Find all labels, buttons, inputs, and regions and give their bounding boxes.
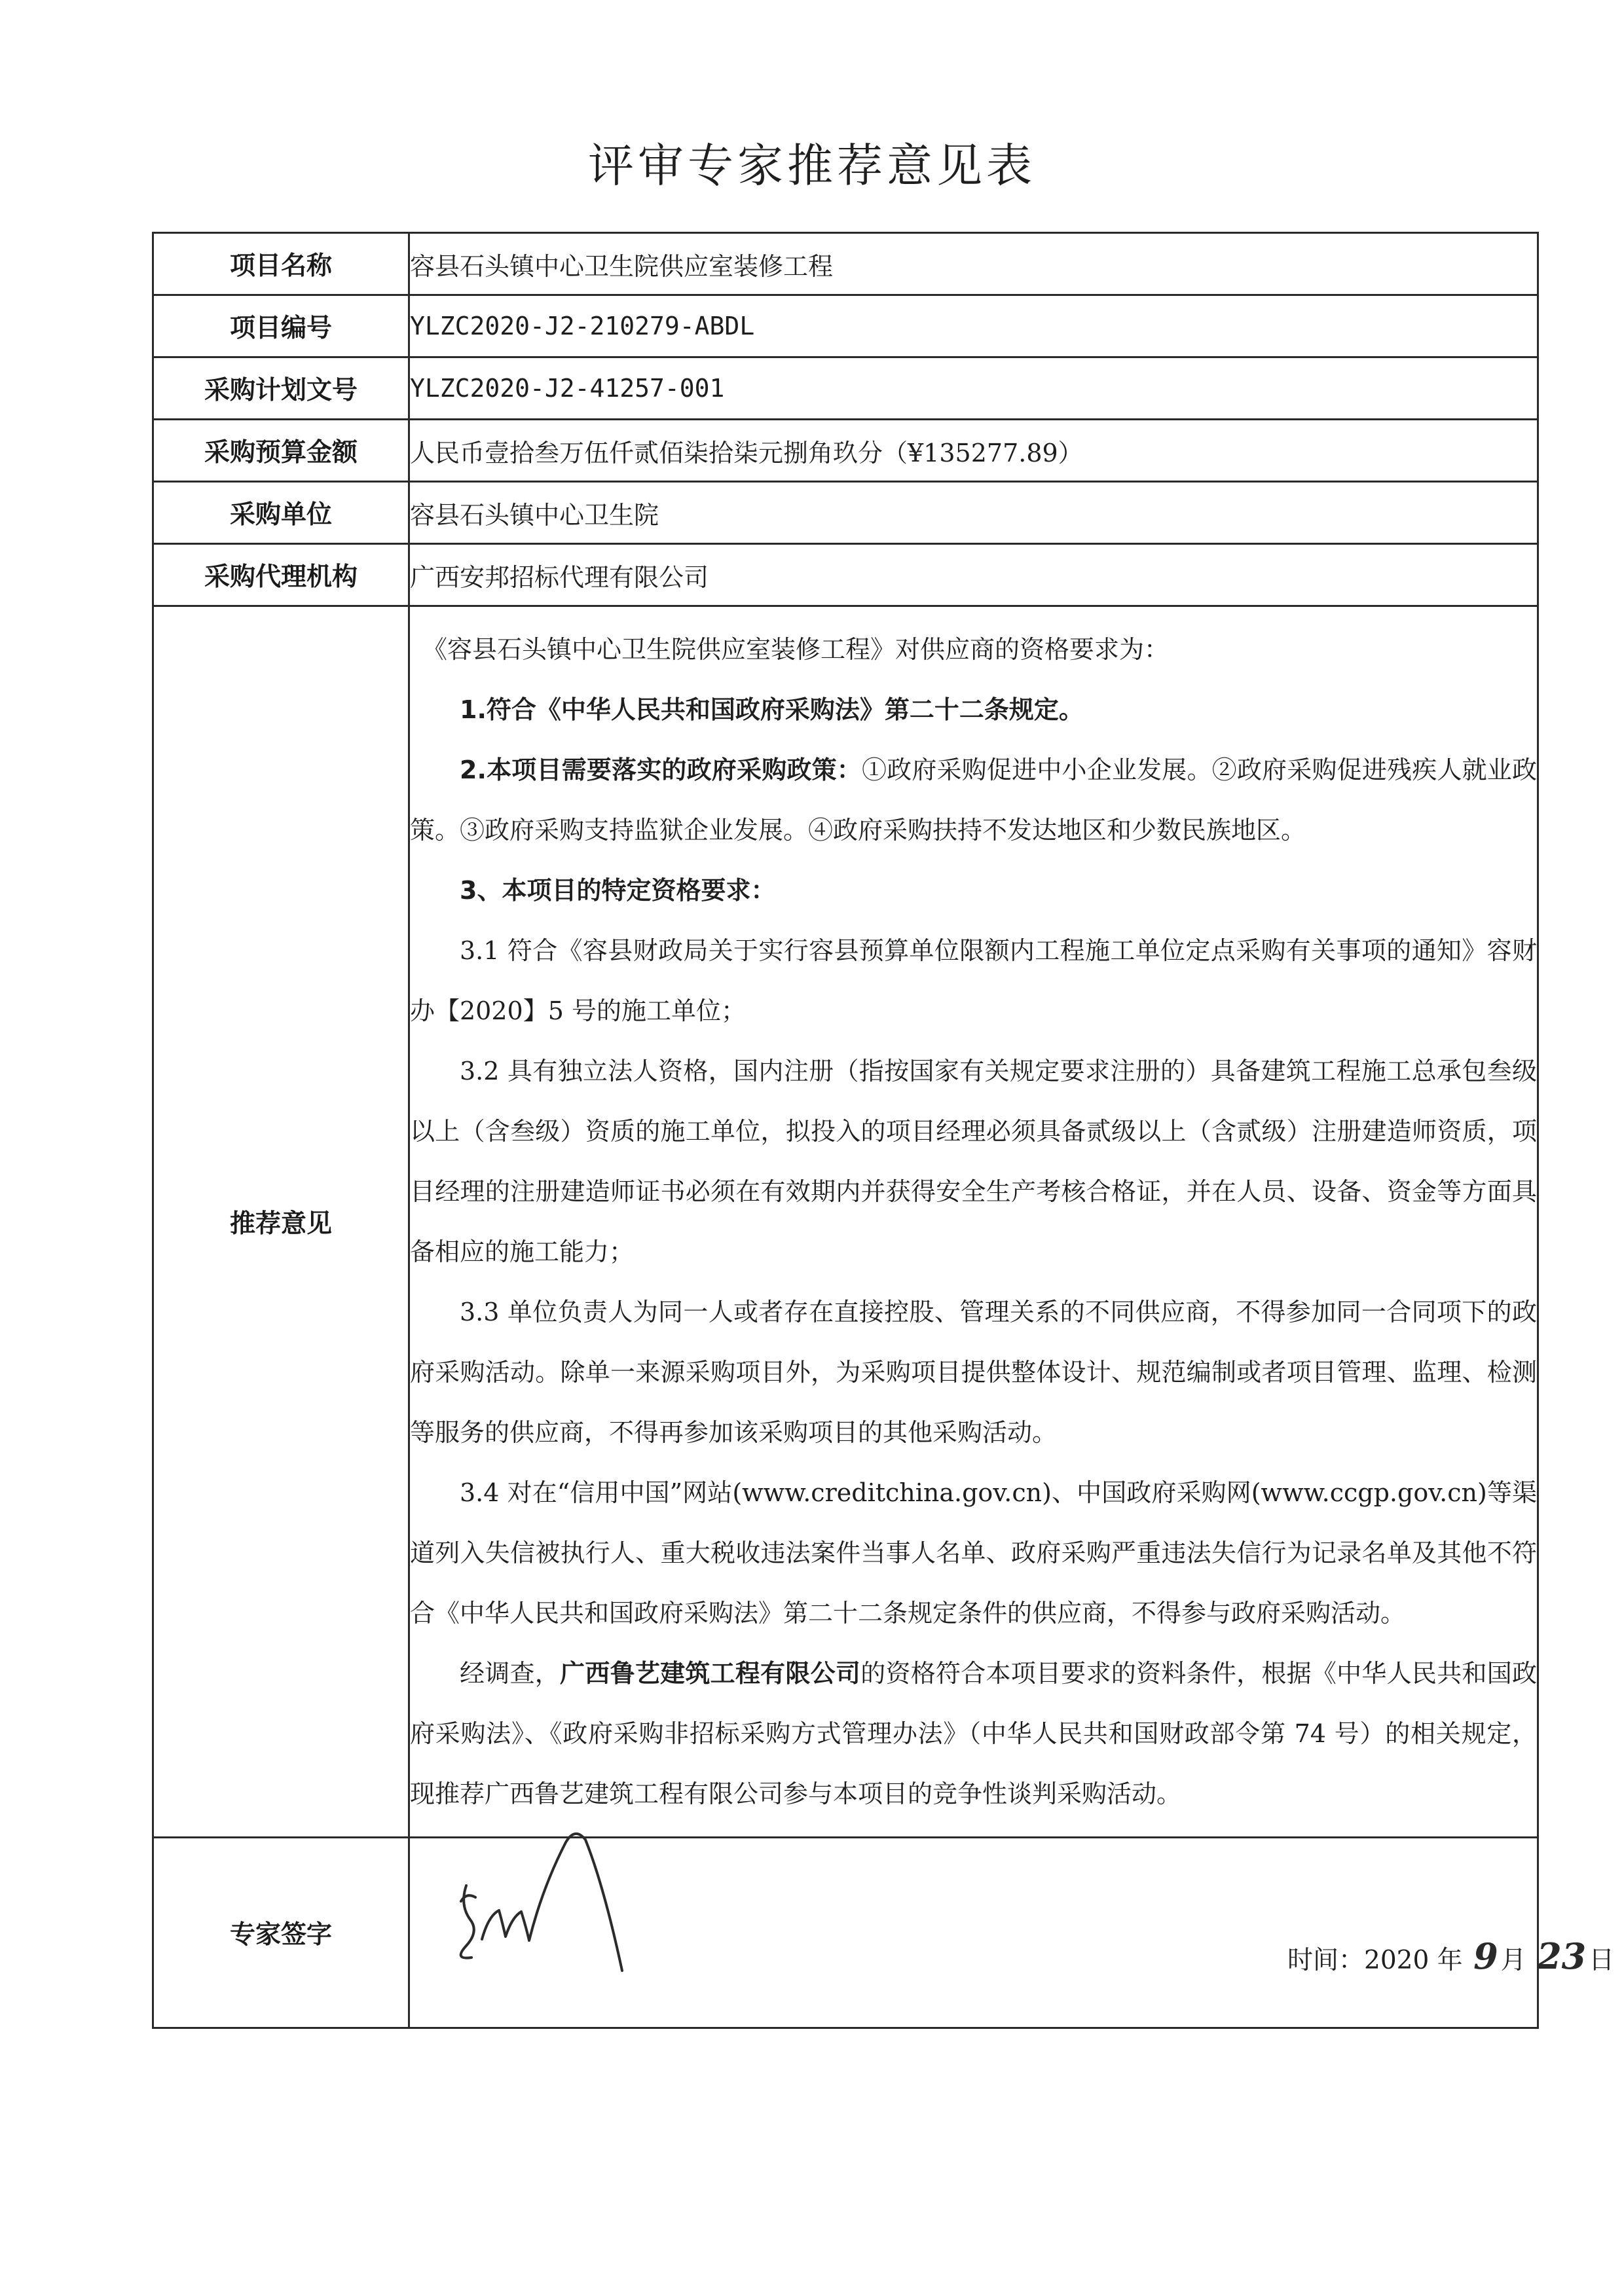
row-recommendation xyxy=(153,606,1538,1838)
date-prefix: 时间：2020 年 xyxy=(1287,1946,1463,1975)
rec-conclusion-b: 的资格符合本项目要求的资料条件，根据《中华人民共和国政府采购法》、《政府采购非招标采购方式管理办法》（中华人民共和国财政部令第 74 号）的相关规定，现推荐广西鲁艺建筑工程有限公司参与本项目的竞争性谈判采购活动。 xyxy=(410,1659,1537,1808)
row-project-name xyxy=(153,233,1538,295)
label-recommendation: 推荐意见 xyxy=(153,606,409,1838)
value-project-no: YLZC2020-J2-210279-ABDL xyxy=(409,295,1538,357)
row-agency xyxy=(153,544,1538,606)
rec-item-3 xyxy=(410,860,1537,920)
value-agency: 广西安邦招标代理有限公司 xyxy=(409,544,1538,606)
rec-item-2 xyxy=(410,740,1537,860)
label-project-name: 项目名称 xyxy=(153,233,409,295)
rec-item-3-3: 3.3 单位负责人为同一人或者存在直接控股、管理关系的不同供应商，不得参加同一合同项下的政府采购活动。除单一来源采购项目外，为采购项目提供整体设计、规范编制或者项目管理、监理、检测等服务的供应商，不得再参加该采购项目的其他采购活动。 xyxy=(410,1298,1537,1447)
signature-date xyxy=(1287,1935,1614,1977)
rec-conclusion-company: 广西鲁艺建筑工程有限公司 xyxy=(560,1659,861,1688)
rec-intro: 《容县石头镇中心卫生院供应室装修工程》对供应商的资格要求为： xyxy=(422,635,1170,664)
rec-item-3-2: 3.2 具有独立法人资格，国内注册（指按国家有关规定要求注册的）具备建筑工程施工总承包叁级以上（含叁级）资质的施工单位，拟投入的项目经理必须具备贰级以上（含贰级）注册建造师资质，项目经理的注册建造师证书必须在有效期内并获得安全生产考核合格证，并在人员、设备、资金等方面具备相应的施工能力； xyxy=(410,1057,1537,1266)
rec-item-2-lead: 2.本项目需要落实的政府采购政策： xyxy=(460,756,862,784)
value-budget: 人民币壹拾叁万伍仟贰佰柒拾柒元捌角玖分（¥135277.89） xyxy=(409,420,1538,482)
rec-item-2-text: ①政府采购促进中小企业发展。②政府采购促进残疾人就业政策。③政府采购支持监狱企业发展。④政府采购扶持不发达地区和少数民族地区。 xyxy=(410,756,1537,845)
value-plan-no: YLZC2020-J2-41257-001 xyxy=(409,357,1538,420)
recommendation-body xyxy=(409,606,1538,1838)
label-project-no: 项目编号 xyxy=(153,295,409,357)
date-month-unit: 月 xyxy=(1500,1946,1526,1975)
recommendation-form xyxy=(152,232,1615,2029)
label-purchaser: 采购单位 xyxy=(153,482,409,544)
handwritten-signature xyxy=(436,1823,639,2019)
date-day-unit: 日 xyxy=(1589,1946,1615,1975)
value-purchaser: 容县石头镇中心卫生院 xyxy=(409,482,1538,544)
rec-item-1-text: 1.符合《中华人民共和国政府采购法》第二十二条规定。 xyxy=(460,695,1084,724)
label-budget: 采购预算金额 xyxy=(153,420,409,482)
rec-item-3-text: 3、本项目的特定资格要求： xyxy=(460,876,776,905)
value-project-name: 容县石头镇中心卫生院供应室装修工程 xyxy=(409,233,1538,295)
label-signature: 专家签字 xyxy=(153,1838,409,2028)
row-plan-no xyxy=(153,357,1538,420)
rec-conclusion xyxy=(410,1643,1537,1824)
row-project-no xyxy=(153,295,1538,357)
signature-cell xyxy=(409,1838,1615,2028)
label-agency: 采购代理机构 xyxy=(153,544,409,606)
date-month-handwritten: 9 xyxy=(1473,1935,1498,1977)
date-day-handwritten: 23 xyxy=(1537,1935,1587,1977)
row-budget xyxy=(153,420,1538,482)
form-title: 评审专家推荐意见表 xyxy=(588,139,1036,192)
rec-item-3-4: 3.4 对在“信用中国”网站(www.creditchina.gov.cn)、中国政府采购网(www.ccgp.gov.cn)等渠道列入失信被执行人、重大税收违法案件当事人名单、政府采购严重违法失信行为记录名单及其他不符合《中华人民共和国政府采购法》第二十二条规定条件的供应商，不得参与政府采购活动。 xyxy=(410,1478,1537,1628)
rec-item-3-1: 3.1 符合《容县财政局关于实行容县预算单位限额内工程施工单位定点采购有关事项的通知》容财办【2020】5 号的施工单位； xyxy=(410,936,1537,1025)
rec-item-1 xyxy=(410,680,1537,740)
label-plan-no: 采购计划文号 xyxy=(153,357,409,420)
row-purchaser xyxy=(153,482,1538,544)
row-signature xyxy=(153,1838,1538,2028)
rec-conclusion-a: 经调查， xyxy=(460,1659,561,1688)
